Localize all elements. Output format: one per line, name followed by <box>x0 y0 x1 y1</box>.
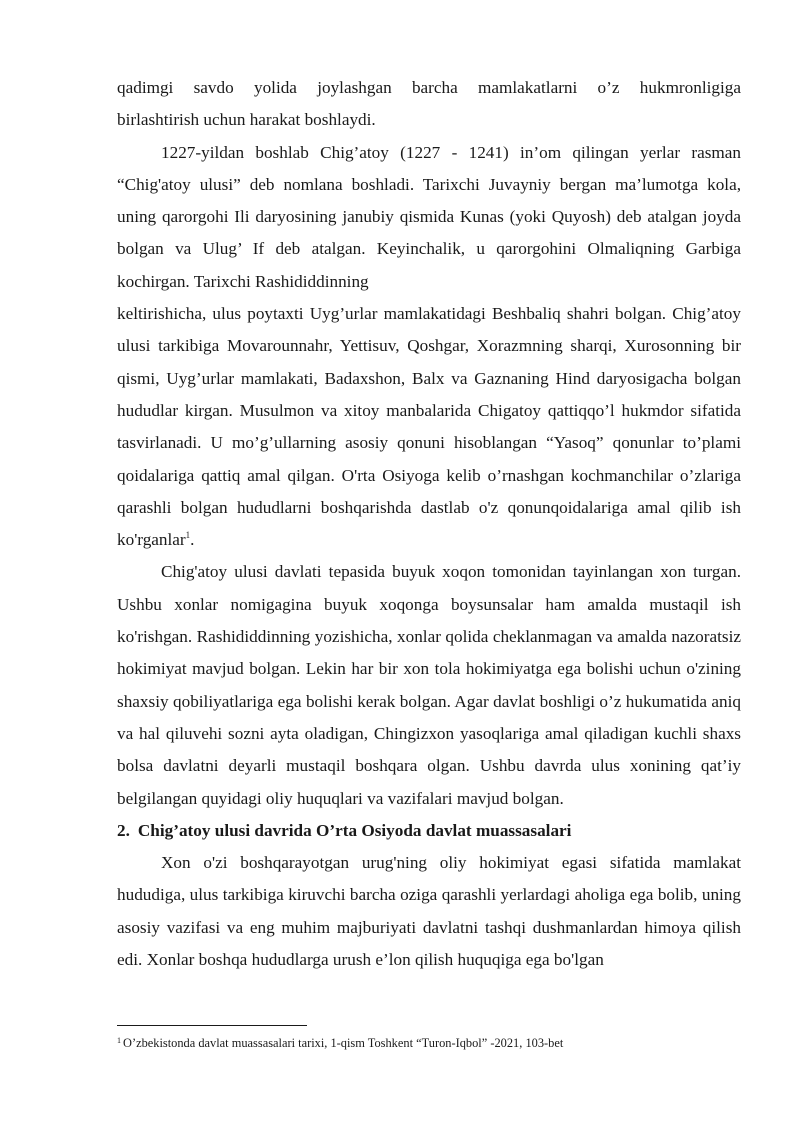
section-heading <box>117 815 741 847</box>
footnote-text: O’zbekistonda davlat muassasalari tarixi, 1-qism Toshkent “Turon-Iqbol” -2021, 103-bet <box>123 1036 564 1050</box>
section-title: Chig’atoy ulusi davrida O’rta Osiyoda davlat muassasalari <box>137 820 572 840</box>
paragraph-xon-hokimiyati <box>117 847 741 976</box>
footnote-reference[interactable]: 1 <box>185 530 191 541</box>
section-number: 2. <box>117 820 130 840</box>
paragraph-text: 1227-yildan boshlab Chig’atoy (1227 - 1241) in’om qilingan yerlar rasman “Chig'atoy ulusi” deb nomlana boshladi. Tarixchi Juvayniy bergan ma’lumotga kola, uning qarorgohi Ili daryosining janubiy qismida Kunas (yoki Quyosh) deb atalgan joyda bolgan va Ulug’ If deb atalgan. Keyinchalik, u qarorgohini Olmaliqning Garbiga kochirgan. Tarixchi Rashididdinning <box>117 142 741 291</box>
footnote-separator <box>117 1025 307 1026</box>
paragraph-chigatoy-ulusi <box>117 137 741 298</box>
paragraph-text: keltirishicha, ulus poytaxti Uyg’urlar mamlakatidagi Beshbaliq shahri bolgan. Chig’atoy ulusi tarkibiga Movarounnahr, Yettisuv, Qoshgar, Xorazmning sharqi, Xurosonning bir qismi, Uyg’urlar mamlakati, Badaxshon, Balx va Gaznaning Hind daryosigacha bolgan hududlar kirgan. Musulmon va xitoy manbalarida Chigatoy qattiqqo’l hukmdor sifatida tasvirlanadi. U mo’g’ullarning asosiy qonuni hisoblangan “Yasoq” qonunlar to’plami qoidalariga qattiq amal qilgan. O'rta Osiyoga kelib o’rnashgan kochmanchilar o’zlariga qarashli bolgan hududlarni boshqarishda dastlab o'z qonunqoidalariga amal qilib ish ko'rganlar <box>117 304 741 550</box>
paragraph-text: Xon o'zi boshqarayotgan urug'ning oliy hokimiyat egasi sifatida mamlakat hududiga, ulus tarkibiga kiruvchi barcha oziga qarashli yerlardagi aholiga ega bolib, uning asosiy vazifasi va eng muhim majburiyati davlatni tashqi dushmanlardan himoya qilish edi. Xonlar boshqa hududlarga urush e’lon qilish huquqiga ega bo'lgan <box>117 853 741 970</box>
text-line: qadimgi savdo yolida joylashgan barcha mamlakatlarni o’z hukmronligiga <box>117 78 741 97</box>
page-body <box>117 72 741 976</box>
paragraph-text: Chig'atoy ulusi davlati tepasida buyuk xoqon tomonidan tayinlangan xon turgan. Ushbu xonlar nomigagina buyuk xoqonga boysunsalar ham amalda mustaqil ish ko'rishgan. Rashididdinning yozishicha, xonlar qolida cheklanmagan va amalda nazoratsiz hokimiyat mavjud bolgan. Lekin har bir xon tola hokimiyatga ega bolishi uchun o'zining shaxsiy qobiliyatlariga ega bolishi kerak bolgan. Agar davlat boshligi o’z hukumatida aniq va hal qiluvehi sozni ayta oladigan, Chingizxon yasoqlariga amal qiladigan kuchli shaxs bolsa davlatni deyarli mustaqil boshqara olgan. Ushbu davrda ulus xonining qat’iy belgilangan quyidagi oliy huquqlari va vazifalari mavjud bolgan. <box>117 562 741 808</box>
paragraph-end-punctuation: . <box>190 530 195 550</box>
paragraph-xonlar <box>117 556 741 814</box>
paragraph-chigatoy-ulusi-continued <box>117 298 741 556</box>
footnote <box>117 1035 741 1051</box>
text-line: birlashtirish uchun harakat boshlaydi. <box>117 110 376 130</box>
footnote-number: 1 <box>117 1036 121 1045</box>
paragraph-continuation <box>117 72 741 137</box>
